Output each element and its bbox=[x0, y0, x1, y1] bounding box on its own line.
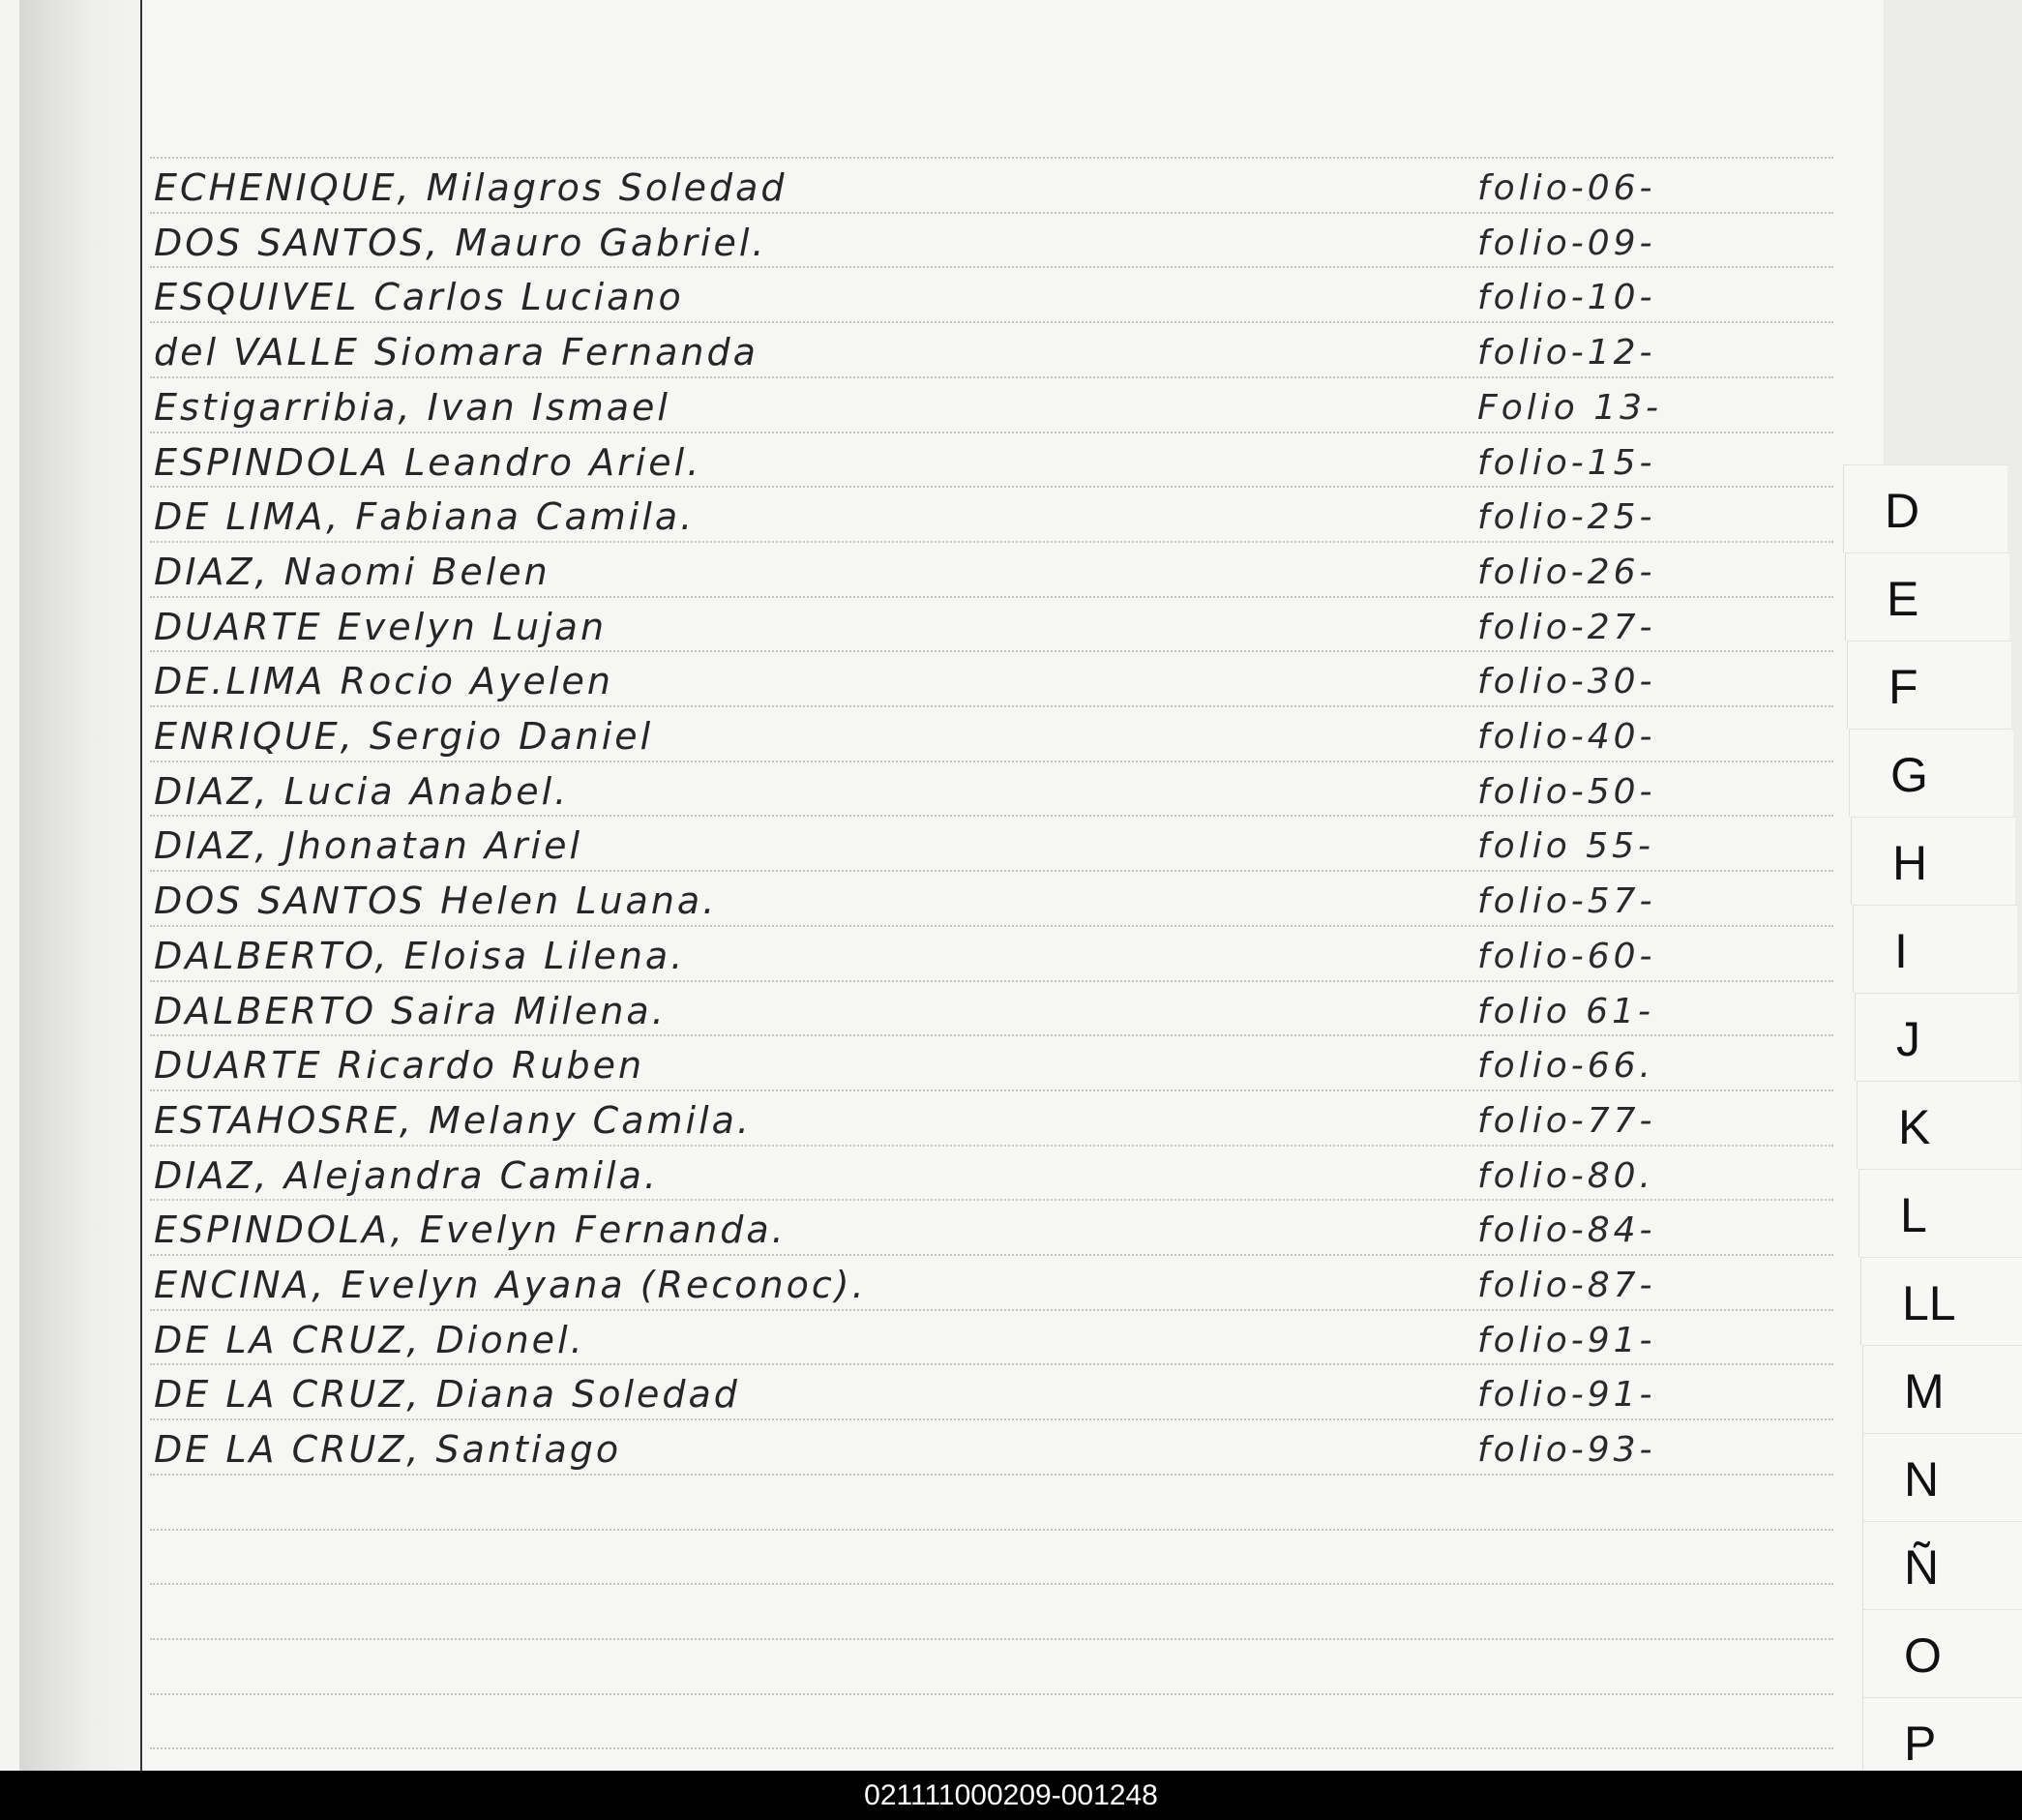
index-tab-label: LL bbox=[1902, 1276, 1956, 1330]
ruled-line bbox=[150, 1145, 1833, 1147]
entry-folio: folio-87- bbox=[1477, 1266, 1656, 1305]
document-id: 021111000209-001248 bbox=[864, 1779, 1158, 1811]
ruled-line bbox=[150, 541, 1833, 543]
entry-folio: folio-15- bbox=[1477, 443, 1656, 483]
index-tab[interactable] bbox=[1853, 905, 2017, 993]
entry-name: ESPINDOLA Leandro Ariel. bbox=[154, 441, 702, 484]
index-tab[interactable] bbox=[1862, 1433, 2022, 1521]
index-tab-label: O bbox=[1904, 1628, 1942, 1683]
entry-folio: folio-60- bbox=[1477, 937, 1656, 976]
ruled-line bbox=[150, 1199, 1833, 1201]
index-tab-label: F bbox=[1888, 660, 1918, 714]
index-tab-label: P bbox=[1904, 1716, 1937, 1771]
entry-name: ESTAHOSRE, Melany Camila. bbox=[154, 1099, 753, 1142]
ruled-line bbox=[150, 1747, 1833, 1749]
entry-folio: folio-80. bbox=[1477, 1156, 1654, 1196]
index-tab-label: L bbox=[1900, 1188, 1927, 1242]
index-tab[interactable] bbox=[1843, 464, 2007, 552]
entry-folio: folio-66. bbox=[1477, 1046, 1654, 1086]
index-tab-label: M bbox=[1904, 1364, 1945, 1418]
ruled-line bbox=[150, 266, 1833, 268]
entry-name: ENRIQUE, Sergio Daniel bbox=[154, 715, 654, 758]
entry-folio: folio-26- bbox=[1477, 552, 1656, 592]
index-tab-label: G bbox=[1890, 748, 1928, 802]
index-tab[interactable] bbox=[1855, 993, 2019, 1081]
ruled-line bbox=[150, 925, 1833, 927]
entry-folio: folio 55- bbox=[1477, 826, 1654, 866]
document-id-bar bbox=[0, 1771, 2022, 1820]
ruled-line bbox=[150, 650, 1833, 652]
ruled-line bbox=[150, 1363, 1833, 1365]
index-tab[interactable] bbox=[1862, 1345, 2022, 1433]
ruled-line bbox=[150, 870, 1833, 872]
entry-name: DE.LIMA Rocio Ayelen bbox=[154, 660, 613, 702]
ruled-line bbox=[150, 486, 1833, 488]
ruled-line bbox=[150, 376, 1833, 378]
index-tab[interactable] bbox=[1857, 1081, 2021, 1169]
ruled-line bbox=[150, 761, 1833, 762]
entry-folio: folio-91- bbox=[1477, 1321, 1656, 1360]
entry-folio: folio 61- bbox=[1477, 992, 1654, 1031]
entry-folio: folio-57- bbox=[1477, 881, 1656, 921]
entry-folio: folio-10- bbox=[1477, 278, 1656, 317]
ruled-line bbox=[150, 980, 1833, 982]
entry-name: DALBERTO, Eloisa Lilena. bbox=[154, 935, 686, 977]
ruled-line bbox=[150, 1638, 1833, 1640]
entry-name: DUARTE Ricardo Ruben bbox=[154, 1044, 645, 1087]
ruled-line bbox=[150, 1254, 1833, 1256]
binding-edge bbox=[0, 0, 19, 1771]
ruled-line bbox=[150, 157, 1833, 159]
entry-name: DOS SANTOS Helen Luana. bbox=[154, 880, 718, 922]
entry-folio: folio-30- bbox=[1477, 662, 1656, 701]
index-tab[interactable] bbox=[1862, 1521, 2022, 1609]
index-tab-label: Ñ bbox=[1904, 1540, 1940, 1595]
entry-folio: Folio 13- bbox=[1477, 388, 1663, 428]
entry-name: DALBERTO Saira Milena. bbox=[154, 990, 667, 1032]
entry-folio: folio-84- bbox=[1477, 1210, 1656, 1250]
entry-name: ESQUIVEL Carlos Luciano bbox=[154, 276, 684, 318]
ruled-line bbox=[150, 596, 1833, 598]
entry-folio: folio-40- bbox=[1477, 717, 1656, 757]
ledger-page bbox=[140, 0, 1884, 1771]
index-tab-label: E bbox=[1887, 572, 1919, 626]
ruled-line bbox=[150, 432, 1833, 433]
index-tab[interactable] bbox=[1847, 641, 2011, 729]
entry-folio: folio-77- bbox=[1477, 1101, 1656, 1141]
entry-name: DUARTE Evelyn Lujan bbox=[154, 606, 608, 648]
alphabet-index-tabs bbox=[1843, 464, 2022, 1771]
ruled-line bbox=[150, 1529, 1833, 1531]
ruled-line bbox=[150, 705, 1833, 707]
entry-name: DIAZ, Alejandra Camila. bbox=[154, 1154, 659, 1197]
index-tab[interactable] bbox=[1858, 1169, 2022, 1257]
ruled-line bbox=[150, 1583, 1833, 1585]
entry-folio: folio-06- bbox=[1477, 168, 1656, 208]
entry-name: ESPINDOLA, Evelyn Fernanda. bbox=[154, 1208, 787, 1251]
ruled-line bbox=[150, 1089, 1833, 1091]
page-margin bbox=[19, 0, 140, 1771]
index-tab-label: I bbox=[1894, 924, 1908, 978]
index-tab[interactable] bbox=[1862, 1609, 2022, 1697]
entry-folio: folio-25- bbox=[1477, 497, 1656, 537]
entry-name: DE LA CRUZ, Diana Soledad bbox=[154, 1373, 740, 1416]
entry-folio: folio-09- bbox=[1477, 224, 1656, 263]
entry-folio: folio-27- bbox=[1477, 608, 1656, 647]
entry-name: DE LIMA, Fabiana Camila. bbox=[154, 495, 696, 538]
index-tab-label: K bbox=[1898, 1100, 1931, 1154]
entry-name: DIAZ, Jhonatan Ariel bbox=[154, 824, 583, 867]
entry-name: DOS SANTOS, Mauro Gabriel. bbox=[154, 222, 767, 264]
ruled-line bbox=[150, 1309, 1833, 1311]
index-tab-label: J bbox=[1896, 1012, 1920, 1066]
index-tab[interactable] bbox=[1860, 1257, 2022, 1345]
entry-name: ENCINA, Evelyn Ayana (Reconoc). bbox=[154, 1264, 867, 1306]
ruled-line bbox=[150, 1418, 1833, 1420]
ruled-line bbox=[150, 1693, 1833, 1695]
entry-name: DE LA CRUZ, Dionel. bbox=[154, 1319, 585, 1361]
index-tab-label: H bbox=[1892, 836, 1928, 890]
entry-folio: folio-91- bbox=[1477, 1375, 1656, 1415]
entry-name: DIAZ, Lucia Anabel. bbox=[154, 770, 570, 813]
entry-folio: folio-12- bbox=[1477, 333, 1656, 373]
index-tab[interactable] bbox=[1851, 817, 2015, 905]
entry-name: DE LA CRUZ, Santiago bbox=[154, 1428, 622, 1471]
entry-name: DIAZ, Naomi Belen bbox=[154, 551, 550, 593]
ruled-line bbox=[150, 1034, 1833, 1036]
ruled-line bbox=[150, 815, 1833, 817]
index-tab[interactable] bbox=[1845, 552, 2009, 641]
entry-folio: folio-50- bbox=[1477, 772, 1656, 812]
entry-name: Estigarribia, Ivan Ismael bbox=[154, 386, 670, 429]
ruled-line bbox=[150, 321, 1833, 323]
entry-folio: folio-93- bbox=[1477, 1430, 1656, 1470]
ruled-line bbox=[150, 212, 1833, 214]
ruled-line bbox=[150, 1474, 1833, 1476]
index-tab-label: N bbox=[1904, 1452, 1940, 1507]
index-tab[interactable] bbox=[1849, 729, 2013, 817]
index-tab-label: D bbox=[1885, 484, 1920, 538]
entry-name: ECHENIQUE, Milagros Soledad bbox=[154, 166, 788, 209]
entry-name: del VALLE Siomara Fernanda bbox=[154, 331, 758, 373]
